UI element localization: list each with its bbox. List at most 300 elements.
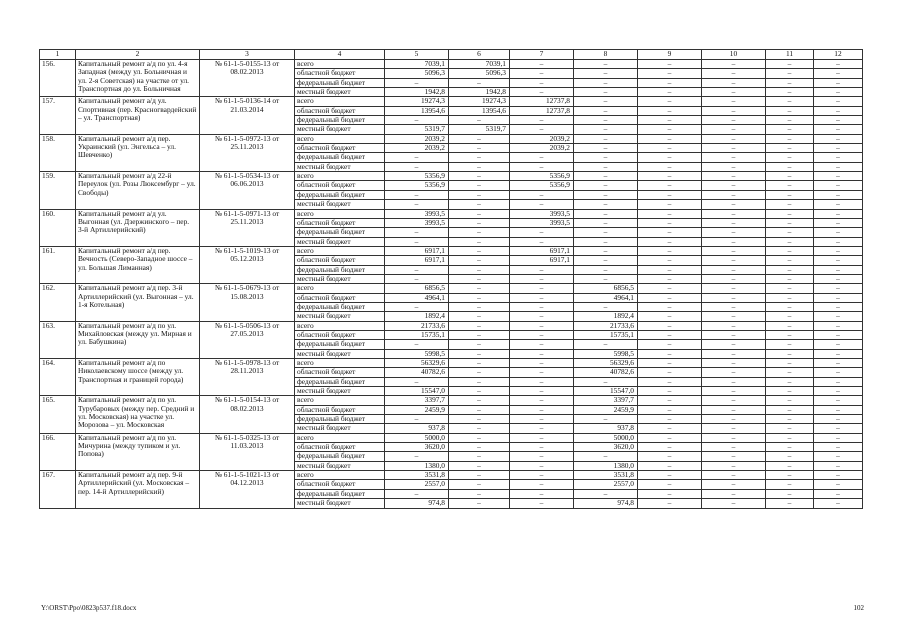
table-body bbox=[40, 50, 863, 509]
column-header: 11 bbox=[766, 50, 814, 60]
amount-cell: 6856,5 bbox=[574, 284, 638, 293]
empty-dash: – bbox=[702, 97, 766, 106]
empty-dash: – bbox=[510, 60, 574, 69]
table-row bbox=[40, 396, 863, 405]
empty-dash: – bbox=[702, 359, 766, 368]
empty-dash: – bbox=[385, 274, 449, 283]
empty-dash: – bbox=[510, 293, 574, 302]
empty-dash: – bbox=[449, 499, 510, 508]
amount-cell: 12737,8 bbox=[510, 97, 574, 106]
object-name: Капитальный ремонт а/д пер. Вечность (Северо-Западное шоссе – ул. Большая Лиманная) bbox=[76, 246, 200, 283]
empty-dash: – bbox=[638, 480, 702, 489]
empty-dash: – bbox=[510, 405, 574, 414]
empty-dash: – bbox=[766, 489, 814, 498]
empty-dash: – bbox=[574, 228, 638, 237]
funding-source: всего bbox=[295, 471, 385, 480]
empty-dash: – bbox=[814, 424, 863, 433]
amount-cell: 3620,0 bbox=[385, 443, 449, 452]
empty-dash: – bbox=[510, 377, 574, 386]
empty-dash: – bbox=[638, 349, 702, 358]
empty-dash: – bbox=[638, 284, 702, 293]
empty-dash: – bbox=[702, 452, 766, 461]
empty-dash: – bbox=[510, 461, 574, 470]
empty-dash: – bbox=[702, 489, 766, 498]
empty-dash: – bbox=[638, 489, 702, 498]
empty-dash: – bbox=[702, 330, 766, 339]
empty-dash: – bbox=[638, 228, 702, 237]
empty-dash: – bbox=[638, 162, 702, 171]
amount-cell: 3993,5 bbox=[385, 209, 449, 218]
empty-dash: – bbox=[814, 97, 863, 106]
amount-cell: 1942,8 bbox=[385, 88, 449, 97]
empty-dash: – bbox=[638, 106, 702, 115]
object-name: Капитальный ремонт а/д пер. Украинский (ул. Энгельса – ул. Шевченко) bbox=[76, 134, 200, 171]
empty-dash: – bbox=[449, 405, 510, 414]
empty-dash: – bbox=[702, 106, 766, 115]
funding-source: федеральный бюджет bbox=[295, 340, 385, 349]
empty-dash: – bbox=[814, 377, 863, 386]
empty-dash: – bbox=[766, 368, 814, 377]
empty-dash: – bbox=[702, 368, 766, 377]
empty-dash: – bbox=[574, 489, 638, 498]
empty-dash: – bbox=[510, 368, 574, 377]
empty-dash: – bbox=[449, 396, 510, 405]
empty-dash: – bbox=[385, 116, 449, 125]
empty-dash: – bbox=[510, 340, 574, 349]
empty-dash: – bbox=[449, 349, 510, 358]
empty-dash: – bbox=[702, 312, 766, 321]
amount-cell: 5998,5 bbox=[574, 349, 638, 358]
empty-dash: – bbox=[510, 125, 574, 134]
funding-source: областной бюджет bbox=[295, 368, 385, 377]
empty-dash: – bbox=[814, 209, 863, 218]
funding-source: областной бюджет bbox=[295, 181, 385, 190]
empty-dash: – bbox=[638, 293, 702, 302]
empty-dash: – bbox=[449, 218, 510, 227]
empty-dash: – bbox=[449, 424, 510, 433]
empty-dash: – bbox=[638, 302, 702, 311]
empty-dash: – bbox=[814, 144, 863, 153]
empty-dash: – bbox=[702, 256, 766, 265]
empty-dash: – bbox=[814, 218, 863, 227]
empty-dash: – bbox=[638, 237, 702, 246]
empty-dash: – bbox=[449, 452, 510, 461]
empty-dash: – bbox=[638, 209, 702, 218]
document-number: № 61-1-5-0534-13 от 06.06.2013 bbox=[200, 172, 295, 209]
amount-cell: 974,8 bbox=[385, 499, 449, 508]
empty-dash: – bbox=[638, 190, 702, 199]
empty-dash: – bbox=[766, 172, 814, 181]
row-number: 164. bbox=[40, 359, 76, 396]
empty-dash: – bbox=[574, 218, 638, 227]
empty-dash: – bbox=[766, 116, 814, 125]
empty-dash: – bbox=[638, 200, 702, 209]
amount-cell: 13954,6 bbox=[449, 106, 510, 115]
empty-dash: – bbox=[449, 78, 510, 87]
funding-source: областной бюджет bbox=[295, 144, 385, 153]
funding-source: всего bbox=[295, 284, 385, 293]
empty-dash: – bbox=[574, 69, 638, 78]
empty-dash: – bbox=[449, 265, 510, 274]
amount-cell: 5356,9 bbox=[385, 172, 449, 181]
empty-dash: – bbox=[510, 321, 574, 330]
empty-dash: – bbox=[702, 134, 766, 143]
empty-dash: – bbox=[574, 302, 638, 311]
funding-source: всего bbox=[295, 359, 385, 368]
empty-dash: – bbox=[766, 200, 814, 209]
empty-dash: – bbox=[574, 377, 638, 386]
empty-dash: – bbox=[766, 452, 814, 461]
amount-cell: 3531,8 bbox=[385, 471, 449, 480]
amount-cell: 2557,0 bbox=[385, 480, 449, 489]
empty-dash: – bbox=[449, 415, 510, 424]
funding-source: федеральный бюджет bbox=[295, 190, 385, 199]
amount-cell: 3531,8 bbox=[574, 471, 638, 480]
column-header: 5 bbox=[385, 50, 449, 60]
amount-cell: 19274,3 bbox=[449, 97, 510, 106]
empty-dash: – bbox=[814, 443, 863, 452]
amount-cell: 2039,2 bbox=[385, 144, 449, 153]
empty-dash: – bbox=[510, 433, 574, 442]
empty-dash: – bbox=[814, 330, 863, 339]
column-header: 6 bbox=[449, 50, 510, 60]
empty-dash: – bbox=[510, 228, 574, 237]
empty-dash: – bbox=[574, 97, 638, 106]
empty-dash: – bbox=[638, 443, 702, 452]
empty-dash: – bbox=[385, 78, 449, 87]
empty-dash: – bbox=[814, 396, 863, 405]
table-row bbox=[40, 97, 863, 106]
empty-dash: – bbox=[449, 387, 510, 396]
document-number: № 61-1-5-1019-13 от 05.12.2013 bbox=[200, 246, 295, 283]
empty-dash: – bbox=[702, 218, 766, 227]
empty-dash: – bbox=[702, 209, 766, 218]
empty-dash: – bbox=[638, 368, 702, 377]
empty-dash: – bbox=[449, 471, 510, 480]
object-name: Капитальный ремонт а/д по ул. 4-я Западная (между ул. Больничная и ул. 2-я Советская) на участке от ул. Транспортная до ул. Больничная bbox=[76, 60, 200, 97]
document-number: № 61-1-5-0978-13 от 28.11.2013 bbox=[200, 359, 295, 396]
amount-cell: 12737,8 bbox=[510, 106, 574, 115]
empty-dash: – bbox=[702, 405, 766, 414]
empty-dash: – bbox=[766, 480, 814, 489]
empty-dash: – bbox=[510, 499, 574, 508]
empty-dash: – bbox=[814, 116, 863, 125]
empty-dash: – bbox=[702, 69, 766, 78]
empty-dash: – bbox=[638, 246, 702, 255]
table-row bbox=[40, 134, 863, 143]
empty-dash: – bbox=[510, 88, 574, 97]
empty-dash: – bbox=[449, 330, 510, 339]
empty-dash: – bbox=[814, 172, 863, 181]
empty-dash: – bbox=[766, 293, 814, 302]
empty-dash: – bbox=[702, 377, 766, 386]
empty-dash: – bbox=[638, 181, 702, 190]
funding-source: федеральный бюджет bbox=[295, 116, 385, 125]
empty-dash: – bbox=[766, 387, 814, 396]
empty-dash: – bbox=[702, 302, 766, 311]
empty-dash: – bbox=[574, 125, 638, 134]
empty-dash: – bbox=[638, 312, 702, 321]
file-path: Y:\ORST\Ppo\0823p537.f18.docx bbox=[41, 604, 137, 612]
funding-source: федеральный бюджет bbox=[295, 78, 385, 87]
empty-dash: – bbox=[814, 190, 863, 199]
empty-dash: – bbox=[638, 60, 702, 69]
empty-dash: – bbox=[814, 359, 863, 368]
empty-dash: – bbox=[814, 237, 863, 246]
empty-dash: – bbox=[766, 340, 814, 349]
empty-dash: – bbox=[766, 134, 814, 143]
empty-dash: – bbox=[814, 200, 863, 209]
empty-dash: – bbox=[766, 162, 814, 171]
amount-cell: 5356,9 bbox=[510, 172, 574, 181]
empty-dash: – bbox=[766, 78, 814, 87]
empty-dash: – bbox=[766, 125, 814, 134]
funding-source: областной бюджет bbox=[295, 106, 385, 115]
empty-dash: – bbox=[449, 489, 510, 498]
empty-dash: – bbox=[814, 106, 863, 115]
row-number: 163. bbox=[40, 321, 76, 358]
empty-dash: – bbox=[574, 237, 638, 246]
empty-dash: – bbox=[766, 106, 814, 115]
funding-source: федеральный бюджет bbox=[295, 452, 385, 461]
empty-dash: – bbox=[814, 471, 863, 480]
table-row bbox=[40, 209, 863, 218]
empty-dash: – bbox=[510, 237, 574, 246]
amount-cell: 937,8 bbox=[574, 424, 638, 433]
row-number: 165. bbox=[40, 396, 76, 433]
empty-dash: – bbox=[574, 256, 638, 265]
empty-dash: – bbox=[702, 153, 766, 162]
row-number: 157. bbox=[40, 97, 76, 134]
object-name: Капитальный ремонт а/д по ул. Турубаровых (между пер. Средний и ул. Московская) на участке ул. Морозова – ул. Московская bbox=[76, 396, 200, 433]
object-name: Капитальный ремонт а/д по ул. Мичурина (между тупиком и ул. Попова) bbox=[76, 433, 200, 470]
empty-dash: – bbox=[510, 452, 574, 461]
amount-cell: 3397,7 bbox=[574, 396, 638, 405]
empty-dash: – bbox=[449, 256, 510, 265]
amount-cell: 3993,5 bbox=[510, 218, 574, 227]
empty-dash: – bbox=[766, 60, 814, 69]
empty-dash: – bbox=[638, 461, 702, 470]
empty-dash: – bbox=[702, 78, 766, 87]
column-header: 1 bbox=[40, 50, 76, 60]
empty-dash: – bbox=[385, 228, 449, 237]
empty-dash: – bbox=[449, 181, 510, 190]
empty-dash: – bbox=[574, 452, 638, 461]
empty-dash: – bbox=[814, 274, 863, 283]
empty-dash: – bbox=[638, 415, 702, 424]
funding-source: местный бюджет bbox=[295, 499, 385, 508]
empty-dash: – bbox=[510, 116, 574, 125]
empty-dash: – bbox=[766, 424, 814, 433]
amount-cell: 15547,0 bbox=[385, 387, 449, 396]
row-number: 160. bbox=[40, 209, 76, 246]
empty-dash: – bbox=[814, 349, 863, 358]
funding-source: всего bbox=[295, 60, 385, 69]
amount-cell: 7039,1 bbox=[385, 60, 449, 69]
document-number: № 61-1-5-0971-13 от 25.11.2013 bbox=[200, 209, 295, 246]
empty-dash: – bbox=[385, 265, 449, 274]
empty-dash: – bbox=[574, 274, 638, 283]
funding-source: всего bbox=[295, 396, 385, 405]
empty-dash: – bbox=[766, 218, 814, 227]
empty-dash: – bbox=[766, 246, 814, 255]
empty-dash: – bbox=[766, 433, 814, 442]
empty-dash: – bbox=[814, 284, 863, 293]
amount-cell: 6856,5 bbox=[385, 284, 449, 293]
empty-dash: – bbox=[814, 78, 863, 87]
empty-dash: – bbox=[510, 190, 574, 199]
empty-dash: – bbox=[766, 312, 814, 321]
budget-table bbox=[39, 49, 863, 509]
empty-dash: – bbox=[449, 190, 510, 199]
empty-dash: – bbox=[449, 443, 510, 452]
amount-cell: 1380,0 bbox=[574, 461, 638, 470]
object-name: Капитальный ремонт а/д пер. 3-й Артиллерийский (ул. Выгонная – ул. 1-я Котельная) bbox=[76, 284, 200, 321]
amount-cell: 15735,1 bbox=[574, 330, 638, 339]
empty-dash: – bbox=[766, 396, 814, 405]
amount-cell: 1892,4 bbox=[574, 312, 638, 321]
empty-dash: – bbox=[814, 489, 863, 498]
empty-dash: – bbox=[766, 302, 814, 311]
empty-dash: – bbox=[574, 88, 638, 97]
amount-cell: 5319,7 bbox=[449, 125, 510, 134]
empty-dash: – bbox=[510, 443, 574, 452]
empty-dash: – bbox=[814, 153, 863, 162]
funding-source: всего bbox=[295, 172, 385, 181]
empty-dash: – bbox=[814, 162, 863, 171]
empty-dash: – bbox=[510, 349, 574, 358]
empty-dash: – bbox=[638, 125, 702, 134]
empty-dash: – bbox=[638, 433, 702, 442]
amount-cell: 2557,0 bbox=[574, 480, 638, 489]
amount-cell: 2039,2 bbox=[385, 134, 449, 143]
empty-dash: – bbox=[638, 172, 702, 181]
empty-dash: – bbox=[814, 321, 863, 330]
table-row bbox=[40, 284, 863, 293]
funding-source: всего bbox=[295, 246, 385, 255]
empty-dash: – bbox=[702, 471, 766, 480]
funding-source: местный бюджет bbox=[295, 200, 385, 209]
empty-dash: – bbox=[702, 387, 766, 396]
empty-dash: – bbox=[766, 97, 814, 106]
empty-dash: – bbox=[385, 153, 449, 162]
funding-source: местный бюджет bbox=[295, 349, 385, 358]
empty-dash: – bbox=[702, 415, 766, 424]
column-number-row bbox=[40, 50, 863, 60]
page-number: 102 bbox=[853, 604, 864, 612]
empty-dash: – bbox=[814, 60, 863, 69]
empty-dash: – bbox=[449, 228, 510, 237]
empty-dash: – bbox=[638, 387, 702, 396]
empty-dash: – bbox=[385, 452, 449, 461]
empty-dash: – bbox=[766, 499, 814, 508]
document-number: № 61-1-5-0506-13 от 27.05.2013 bbox=[200, 321, 295, 358]
funding-source: областной бюджет bbox=[295, 330, 385, 339]
empty-dash: – bbox=[702, 433, 766, 442]
object-name: Капитальный ремонт а/д ул. Выгонная (ул. Дзержинского – пер. 3-й Артиллерийский) bbox=[76, 209, 200, 246]
empty-dash: – bbox=[814, 452, 863, 461]
empty-dash: – bbox=[702, 200, 766, 209]
document-number: № 61-1-5-0972-13 от 25.11.2013 bbox=[200, 134, 295, 171]
empty-dash: – bbox=[766, 471, 814, 480]
empty-dash: – bbox=[449, 209, 510, 218]
empty-dash: – bbox=[510, 480, 574, 489]
table-row bbox=[40, 321, 863, 330]
empty-dash: – bbox=[814, 125, 863, 134]
empty-dash: – bbox=[510, 415, 574, 424]
empty-dash: – bbox=[766, 377, 814, 386]
empty-dash: – bbox=[449, 153, 510, 162]
empty-dash: – bbox=[766, 405, 814, 414]
document-number: № 61-1-5-0155-13 от 08.02.2013 bbox=[200, 60, 295, 97]
amount-cell: 3397,7 bbox=[385, 396, 449, 405]
empty-dash: – bbox=[638, 69, 702, 78]
empty-dash: – bbox=[510, 330, 574, 339]
empty-dash: – bbox=[510, 200, 574, 209]
empty-dash: – bbox=[702, 181, 766, 190]
empty-dash: – bbox=[574, 144, 638, 153]
amount-cell: 56329,6 bbox=[574, 359, 638, 368]
document-number: № 61-1-5-1021-13 от 04.12.2013 bbox=[200, 471, 295, 508]
empty-dash: – bbox=[814, 340, 863, 349]
empty-dash: – bbox=[814, 228, 863, 237]
amount-cell: 5356,9 bbox=[510, 181, 574, 190]
column-header: 9 bbox=[638, 50, 702, 60]
funding-source: федеральный бюджет bbox=[295, 153, 385, 162]
amount-cell: 5356,9 bbox=[385, 181, 449, 190]
empty-dash: – bbox=[574, 246, 638, 255]
empty-dash: – bbox=[702, 162, 766, 171]
empty-dash: – bbox=[385, 200, 449, 209]
funding-source: местный бюджет bbox=[295, 387, 385, 396]
funding-source: областной бюджет bbox=[295, 69, 385, 78]
empty-dash: – bbox=[766, 209, 814, 218]
empty-dash: – bbox=[385, 377, 449, 386]
document-number: № 61-1-5-0136-14 от 21.03.2014 bbox=[200, 97, 295, 134]
table-row bbox=[40, 471, 863, 480]
empty-dash: – bbox=[574, 106, 638, 115]
empty-dash: – bbox=[638, 340, 702, 349]
row-number: 162. bbox=[40, 284, 76, 321]
empty-dash: – bbox=[702, 293, 766, 302]
empty-dash: – bbox=[574, 340, 638, 349]
empty-dash: – bbox=[574, 162, 638, 171]
amount-cell: 5319,7 bbox=[385, 125, 449, 134]
empty-dash: – bbox=[449, 302, 510, 311]
funding-source: местный бюджет bbox=[295, 461, 385, 470]
amount-cell: 21733,6 bbox=[574, 321, 638, 330]
empty-dash: – bbox=[385, 489, 449, 498]
amount-cell: 40782,6 bbox=[385, 368, 449, 377]
empty-dash: – bbox=[638, 134, 702, 143]
empty-dash: – bbox=[638, 499, 702, 508]
empty-dash: – bbox=[385, 237, 449, 246]
empty-dash: – bbox=[702, 321, 766, 330]
funding-source: федеральный бюджет bbox=[295, 489, 385, 498]
amount-cell: 1892,4 bbox=[385, 312, 449, 321]
funding-source: областной бюджет bbox=[295, 443, 385, 452]
empty-dash: – bbox=[449, 172, 510, 181]
empty-dash: – bbox=[449, 274, 510, 283]
amount-cell: 15547,0 bbox=[574, 387, 638, 396]
empty-dash: – bbox=[510, 162, 574, 171]
empty-dash: – bbox=[510, 396, 574, 405]
empty-dash: – bbox=[449, 237, 510, 246]
empty-dash: – bbox=[766, 359, 814, 368]
funding-source: местный бюджет bbox=[295, 424, 385, 433]
funding-source: федеральный бюджет bbox=[295, 302, 385, 311]
object-name: Капитальный ремонт а/д 22-й Переулок (ул. Розы Люксембург – ул. Свободы) bbox=[76, 172, 200, 209]
